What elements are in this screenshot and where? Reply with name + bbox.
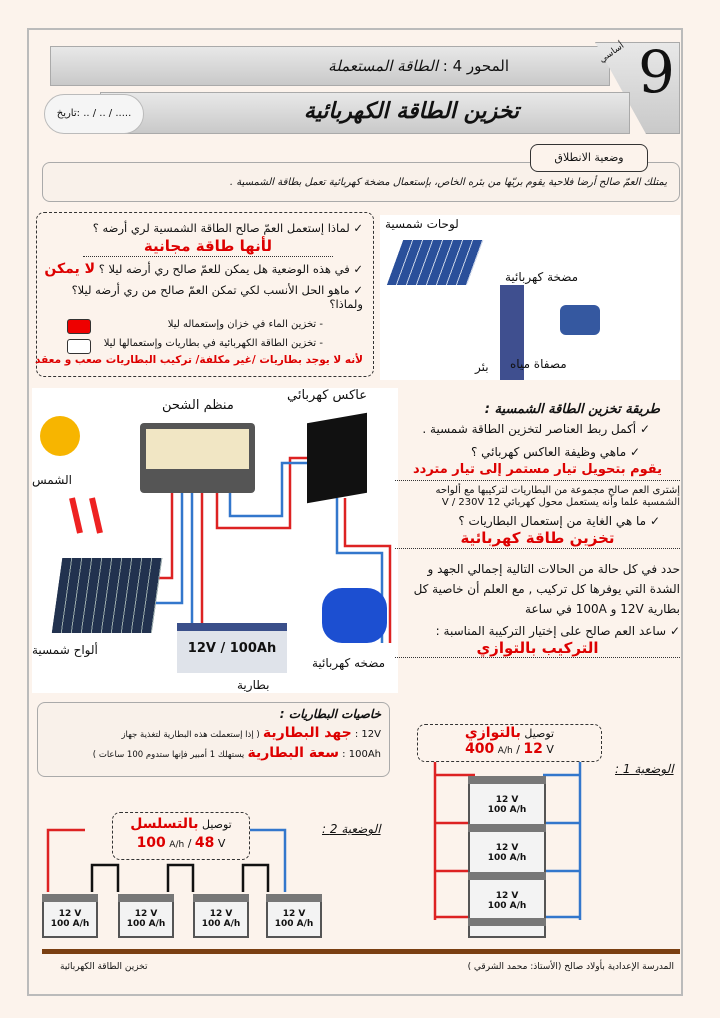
filter-image [560, 305, 600, 335]
label-controller: منظم الشحن [162, 398, 234, 413]
case2-label: الوضعية 2 : [322, 822, 381, 836]
label-battery: بطارية [237, 678, 270, 692]
lesson-title: تخزين الطاقة الكهربائية [303, 99, 519, 124]
battery-parallel-3: 12 V 100 A/h [468, 878, 546, 922]
solar-system-diagram [32, 388, 398, 693]
method-title: طريقة تخزين الطاقة الشمسية : [484, 402, 660, 417]
pump-image [322, 588, 387, 643]
battery-parallel-2: 12 V 100 A/h [468, 830, 546, 874]
battery-series-1: 12 V 100 A/h [42, 900, 98, 938]
battery-series-4: 12 V 100 A/h [266, 900, 322, 938]
question-3: ✓ ماهو الحل الأنسب لكي تمكن العمّ صالح من ري أرضه ليلا؟ ولماذا؟ [71, 282, 363, 311]
footer-topic: تخزين الطاقة الكهربائية [60, 962, 148, 972]
option-1: - تخزين الماء في خزان وإستعماله ليلا [167, 319, 323, 331]
question-1: ✓ لماذا إستعمل العمّ صالح الطاقة الشمسية لري أرضه ؟ [92, 221, 363, 235]
checkbox-option-2[interactable] [67, 339, 91, 354]
label-panels: ألواح شمسية [32, 643, 98, 657]
label-filter: مصفاة مياه [510, 357, 567, 371]
grade-label: أساسي [597, 40, 627, 66]
sunlight-arrows-icon [72, 498, 100, 533]
method-q5: ✓ ساعد العم صالح على إختيار التركيبة المناسبة : [435, 623, 680, 638]
battery-series-2: 12 V 100 A/h [118, 900, 174, 938]
option-2: - تخزين الطاقة الكهربائية في بطاريات وإستعمالها ليلا [103, 337, 323, 349]
method-a3[interactable]: تخزين طاقة كهربائية [395, 529, 680, 549]
label-pump: مضخه كهربائية [312, 656, 386, 670]
answer-1[interactable]: لأنها طاقة مجانية [83, 237, 333, 257]
label-pump: مضخة كهربائية [505, 270, 579, 284]
inverter-image [307, 413, 367, 504]
answer-3[interactable]: لأنه لا يوجد بطاريات /غير مكلفة/ تركيب البطاريات صعب و معقد [35, 354, 363, 367]
footer-school: المدرسة الإعدادية بأولاد صالح (الأستاذ: محمد الشرقي ) [467, 962, 674, 972]
method-q3: ✓ ما هي الغاية من إستعمال البطاريات ؟ [458, 513, 660, 528]
label-inverter: عاكس كهربائي [287, 388, 367, 403]
props-voltage-row: 12V : جهد البطارية ( إذا إستعملت هذه البطارية لتغذية جهاز [121, 725, 381, 741]
label-sun: الشمس [32, 473, 72, 487]
axis-number: المحور 4 : [442, 57, 509, 75]
battery-properties-box [37, 702, 390, 777]
case1-label: الوضعية 1 : [615, 762, 674, 776]
method-q1: ✓ أكمل ربط العناصر لتخزين الطاقة شمسية . [422, 422, 650, 437]
axis-title: الطاقة المستعملة [328, 57, 438, 75]
label-well: بئر [475, 360, 489, 374]
label-panels: لوحات شمسية [385, 217, 459, 231]
sun-icon [40, 416, 80, 456]
well-pump-photo [380, 215, 680, 380]
method-a2[interactable]: يقوم بتحويل تيار مستمر إلى تيار متردد [395, 460, 680, 481]
intro-label: وضعية الانطلاق [530, 144, 648, 172]
props-title: خاصيات البطاريات : [279, 707, 381, 721]
axis-band [50, 46, 610, 86]
method-q2: ✓ ماهي وظيفة العاكس كهربائي ؟ [470, 445, 640, 460]
battery-image: 12V / 100Ah [177, 623, 287, 673]
method-a5[interactable]: التركيب بالتوازي [395, 639, 680, 659]
battery-parallel-4 [468, 924, 546, 938]
props-capacity-row: 100Ah : سعة البطارية يستهلك 1 أمبير فإنها ستدوم 100 ساعات ) [92, 745, 381, 761]
solar-panels-image [52, 558, 163, 633]
battery-series-3: 12 V 100 A/h [193, 900, 249, 938]
lesson-band [100, 92, 630, 134]
grade-number: 9 [638, 38, 675, 106]
checkbox-option-1-checked[interactable] [67, 319, 91, 334]
method-info: إشترى العم صالح مجموعة من البطاريات لتركيبها مع ألواحه الشمسية علما وأنه يستعمل محول كهربائي 12 V / 230V [435, 484, 680, 509]
charge-controller-image [140, 423, 255, 493]
date-field[interactable]: تاريخ: .. / .. / ..... [44, 94, 144, 134]
case2-box: توصيل بالتسلسل 100 A/h / 48 V [112, 812, 250, 860]
intro-text: يمتلك العمّ صالح أرضا فلاحية يقوم بريّها من بئره الخاص، بإستعمال مضخة كهربائية تعمل بطاقة الشمسية . [229, 177, 667, 188]
case1-box: توصيل بالتوازي 400 A/h / 12 V [417, 724, 602, 762]
method-q4: حدد في كل حالة من الحالات التالية إجمالي الجهد و الشدة التي يوفرها كل تركيب , مع العلم أن خاصية كل بطارية 12V و 100A في ساعة [413, 561, 680, 617]
method-section [395, 402, 680, 658]
battery-parallel-1: 12 V 100 A/h [468, 782, 546, 826]
solar-panel-image [387, 240, 483, 285]
footer-divider [42, 949, 680, 954]
question-2: ✓ في هذه الوضعية هل يمكن للعمّ صالح ري أرضه ليلا ؟ لا يمكن [44, 261, 363, 278]
